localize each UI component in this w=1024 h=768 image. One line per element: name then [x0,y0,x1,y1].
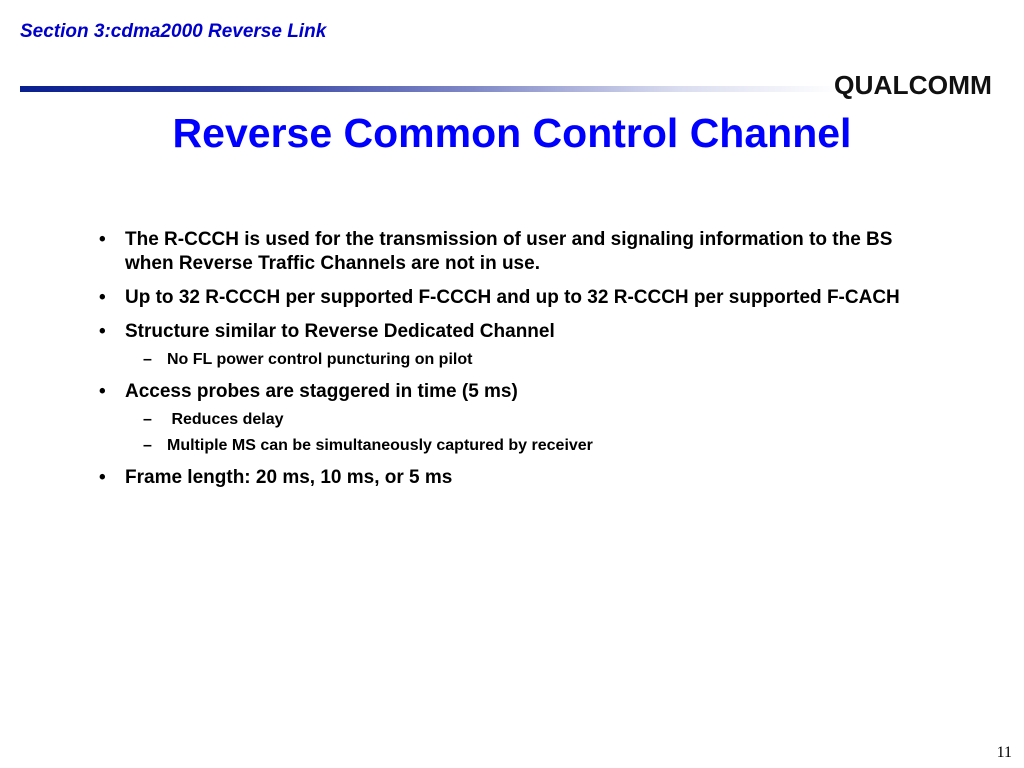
sub-bullet-marker: – [143,437,152,454]
bullet-text: Access probes are staggered in time (5 ms) [125,381,518,402]
bullet-item [95,228,915,276]
bullet-item [95,380,915,404]
sub-bullet-marker: – [143,351,152,368]
slide-title: Reverse Common Control Channel [172,110,852,156]
bullet-text: The R-CCCH is used for the transmission of user and signaling information to the BS when Reverse Traffic Channels are not in use. [125,229,893,274]
bullet-marker: • [99,381,106,402]
logo-text: QUALCOMM [834,70,992,100]
qualcomm-logo [834,66,994,106]
bullet-text: Up to 32 R-CCCH per supported F-CCCH and up to 32 R-CCCH per supported F-CACH [125,287,900,308]
sub-bullet-text: Multiple MS can be simultaneously captured by receiver [167,437,593,454]
bullet-item [95,286,915,310]
header-rule [20,86,840,92]
bullet-marker: • [99,287,106,308]
bullet-item [95,320,915,344]
sub-bullet-item [95,436,915,456]
sub-bullet-text: No FL power control puncturing on pilot [167,351,473,368]
bullet-item [95,466,915,490]
bullet-list [95,228,915,500]
sub-bullet-marker: – [143,411,152,428]
page-number: 11 [996,744,1012,761]
sub-bullet-item [95,350,915,370]
bullet-marker: • [99,467,106,488]
bullet-text: Frame length: 20 ms, 10 ms, or 5 ms [125,467,453,488]
bullet-marker: • [99,321,106,342]
sub-bullet-text: Reduces delay [167,411,284,428]
bullet-text: Structure similar to Reverse Dedicated Channel [125,321,555,342]
sub-bullet-item [95,410,915,430]
bullet-marker: • [99,229,106,250]
section-header: Section 3:cdma2000 Reverse Link [20,21,327,42]
